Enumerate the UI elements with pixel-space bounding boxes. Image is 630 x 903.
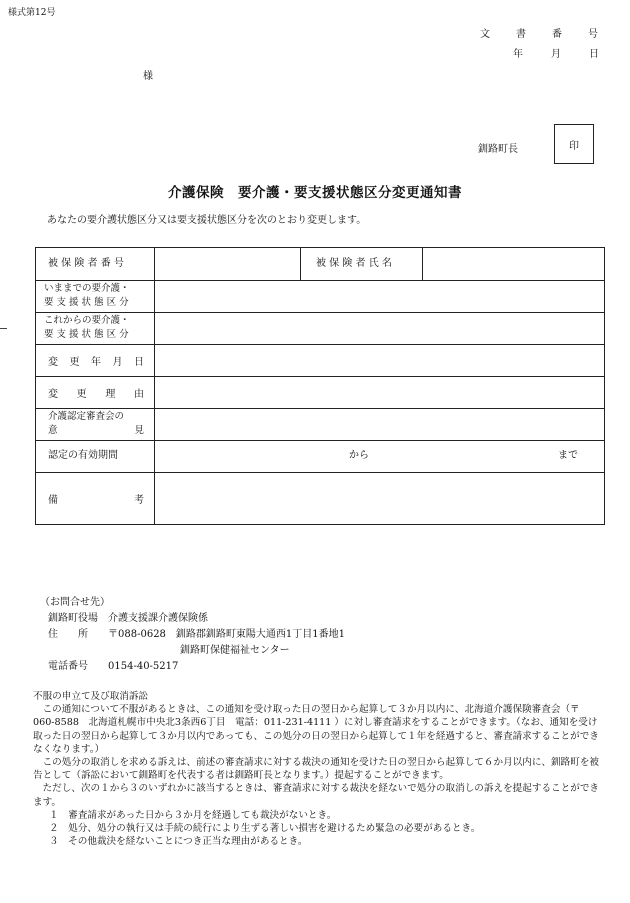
new-level-label [44, 314, 148, 342]
doc-number-char: 番 [552, 29, 562, 40]
valid-period-from: から [349, 450, 369, 461]
month-char: 月 [551, 49, 561, 60]
remarks-char: 考 [134, 495, 144, 506]
year-char: 年 [513, 49, 523, 60]
appeal-item: ３ その他裁決を経ないことにつき正当な理由があるとき。 [49, 836, 308, 848]
document-title: 介護保険 要介護・要支援状態区分変更通知書 [168, 185, 462, 201]
label-column-divider [154, 248, 155, 524]
appeal-heading: 不服の申立て及び取消訴訟 [33, 691, 149, 702]
appeal-paragraph-3: ただし、次の１から３のいずれかに該当するときは、審査請求に対する裁決を経ないで処分の取消しの訴えを提起することができます。 [33, 783, 600, 808]
change-date-label [48, 353, 144, 368]
date-label [513, 45, 599, 59]
change-reason-char: 理 [105, 389, 116, 400]
change-date-char: 年 [91, 357, 101, 368]
change-date-char: 月 [112, 357, 123, 368]
contact-phone-row [48, 659, 208, 675]
row-divider [36, 280, 604, 281]
new-level-line1: これからの要介護・ [44, 315, 130, 326]
row-divider [36, 344, 604, 345]
name-label-left-divider [300, 248, 301, 280]
contact-phone-label: 電話番号 [48, 661, 88, 672]
notice-table [35, 247, 605, 525]
remarks-char: 備 [48, 495, 58, 506]
valid-period-label: 認定の有効期間 [48, 450, 118, 461]
appeal-item: ２ 処分、処分の執行又は手続の続行により生ずる著しい損害を避けるため緊急の必要があるとき。 [49, 823, 481, 835]
row-divider [36, 408, 604, 409]
form-number: 様式第12号 [8, 8, 56, 18]
row-divider [36, 312, 604, 313]
seal-text: 印 [569, 140, 579, 152]
change-reason-char: 更 [76, 389, 87, 400]
contact-address-label: 住 所 [48, 629, 88, 640]
current-level-line2: 要 支 援 状 態 区 分 [44, 297, 129, 308]
change-reason-label [48, 385, 144, 400]
opinion-line1: 介護認定審査会の [48, 411, 125, 422]
row-divider [36, 376, 604, 377]
contact-address-line1: 〒088-0628 釧路郡釧路町東陽大通西1丁目1番地1 [108, 629, 346, 640]
seal-box [554, 124, 594, 164]
issuer-name: 釧路町長 [478, 144, 518, 155]
appeal-section [33, 690, 601, 848]
day-char: 日 [589, 49, 599, 60]
appeal-paragraph-2: この処分の取消しを求める訴えは、前述の審査請求に対する裁決の通知を受けた日の翌日から起算して６か月以内に、釧路町を被告として（訴訟において釧路町を代表する者は釧路町長となります。）提起することができます。 [33, 757, 600, 782]
opinion-line2 [48, 424, 144, 438]
doc-number-char: 文 [480, 29, 490, 40]
appeal-item: １ 審査請求があった日から３か月を経過しても裁決がないとき。 [49, 809, 337, 821]
doc-number-char: 書 [516, 29, 526, 40]
current-level-label [44, 282, 148, 310]
opinion-char: 見 [134, 425, 144, 436]
contact-block [40, 595, 346, 675]
contact-phone: 0154-40-5217 [108, 661, 179, 672]
insured-number-label: 被 保 険 者 番 号 [48, 258, 124, 269]
valid-period-to: まで [558, 450, 578, 461]
opinion-char: 意 [48, 425, 58, 436]
change-date-char: 更 [69, 357, 80, 368]
intro-text: あなたの要介護状態区分又は要支援状態区分を次のとおり変更します。 [47, 215, 367, 226]
addressee-suffix: 様 [143, 71, 153, 82]
committee-opinion-label [48, 410, 144, 438]
change-reason-char: 由 [133, 389, 144, 400]
document-number-label [480, 25, 598, 39]
row-divider [36, 440, 604, 441]
new-level-line2: 要 支 援 状 態 区 分 [44, 329, 129, 340]
contact-address-line2: 釧路町保健福祉センター [180, 645, 290, 656]
margin-mark [0, 328, 7, 329]
contact-office: 釧路町役場 介護支援課介護保険係 [48, 613, 208, 624]
doc-number-char: 号 [588, 29, 598, 40]
insured-name-label: 被 保 険 者 氏 名 [316, 258, 392, 269]
appeal-paragraph-1: この通知について不服があるときは、この通知を受け取った日の翌日から起算して３か月以内に、北海道介護保険審査会（〒060-8588 北海道札幌市中央北3条西6丁目 電話：011-231-4111 ）に対し審査請求をすることができます。（なお、通知を受け取った日の翌日から起算して３か月以内であっても、この処分の日の翌日から起算して１年を経過すると、審査請求することができなくなります。） [33, 704, 599, 755]
change-reason-char: 変 [48, 389, 58, 400]
name-label-right-divider [422, 248, 423, 280]
change-date-char: 日 [134, 357, 144, 368]
change-date-char: 変 [48, 357, 58, 368]
contact-heading: （お問合せ先） [40, 597, 110, 608]
row-divider [36, 472, 604, 473]
contact-address-row [48, 627, 346, 643]
remarks-label [48, 491, 144, 506]
current-level-line1: いままでの要介護・ [44, 283, 130, 294]
